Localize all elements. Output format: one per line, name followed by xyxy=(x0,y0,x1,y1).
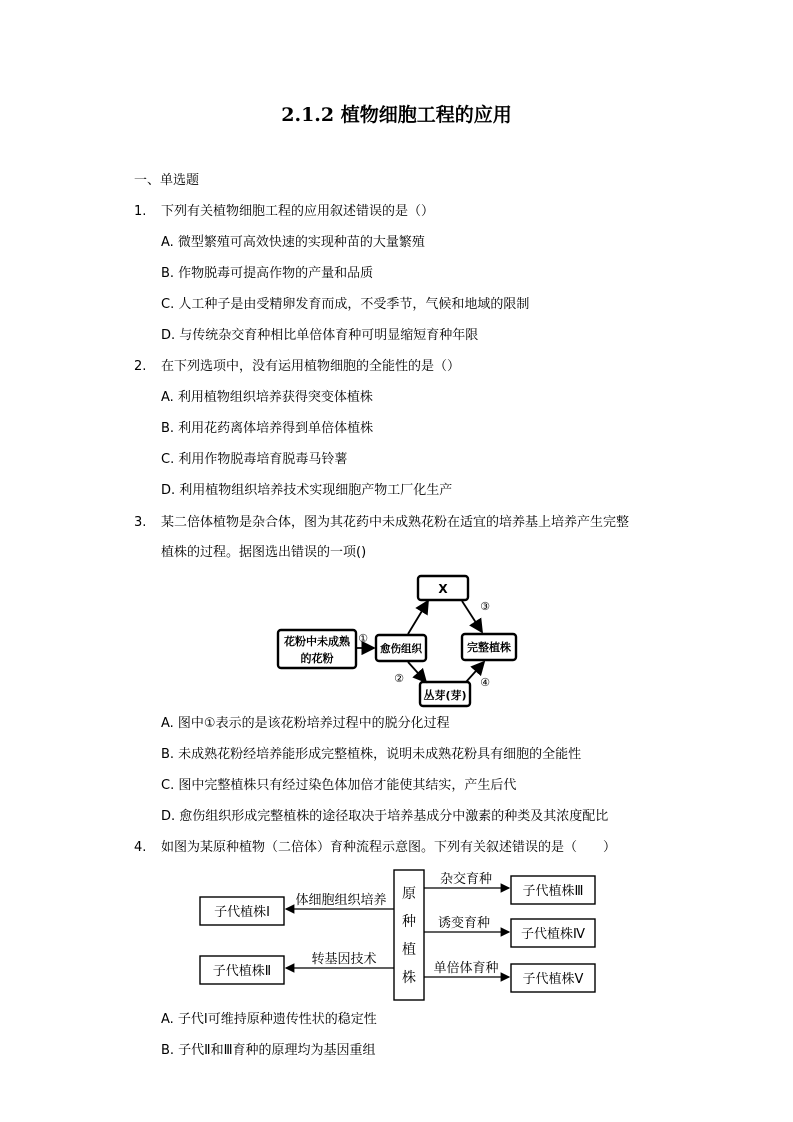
center-char: 植 xyxy=(402,942,416,958)
bud-label: 丛芽(芽) xyxy=(423,689,467,702)
plant-label: 完整植株 xyxy=(467,641,511,654)
offspring-5-label: 子代植株Ⅴ xyxy=(522,972,584,987)
option: B. 子代Ⅱ和Ⅲ育种的原理均为基因重组 xyxy=(161,1043,376,1058)
callus-label: 愈伤组织 xyxy=(380,643,422,655)
option: D. 与传统杂交育种相比单倍体育种可明显缩短育种年限 xyxy=(161,328,479,343)
page-title: 2.1.2 植物细胞工程的应用 xyxy=(281,104,512,126)
offspring-2-label: 子代植株Ⅱ xyxy=(212,964,272,979)
center-char: 原 xyxy=(402,886,416,902)
step-2-label: ② xyxy=(394,672,404,685)
question-number: 4. xyxy=(134,840,147,855)
arrow-2 xyxy=(408,662,426,682)
step-3-label: ③ xyxy=(480,600,490,613)
method-r1-label: 杂交育种 xyxy=(439,872,493,887)
question-stem: 在下列选项中，没有运用植物细胞的全能性的是（） xyxy=(161,359,461,374)
method-r3-label: 单倍体育种 xyxy=(433,961,499,976)
start-box-label: 花粉中未成熟 xyxy=(284,635,350,648)
method-r2-label: 诱变育种 xyxy=(437,916,491,931)
arrow-3 xyxy=(462,601,482,632)
option: B. 利用花药离体培养得到单倍体植株 xyxy=(161,421,374,436)
option: C. 利用作物脱毒培育脱毒马铃薯 xyxy=(161,452,348,467)
arrow-to-x xyxy=(408,601,428,634)
offspring-4-label: 子代植株Ⅳ xyxy=(521,927,585,942)
x-label: X xyxy=(438,582,448,596)
pollen-culture-diagram xyxy=(270,570,530,710)
section-heading: 一、单选题 xyxy=(134,173,200,188)
option: A. 利用植物组织培养获得突变体植株 xyxy=(161,390,373,405)
step-1-label: ① xyxy=(358,632,368,645)
option: A. 子代Ⅰ可维持原种遗传性状的稳定性 xyxy=(161,1012,377,1027)
question-stem: 下列有关植物细胞工程的应用叙述错误的是（） xyxy=(161,204,435,219)
option: C. 人工种子是由受精卵发育而成，不受季节，气候和地域的限制 xyxy=(161,297,530,312)
option: D. 愈伤组织形成完整植株的途径取决于培养基成分中激素的种类及其浓度配比 xyxy=(161,809,609,824)
option: B. 未成熟花粉经培养能形成完整植株，说明未成熟花粉具有细胞的全能性 xyxy=(161,747,582,762)
offspring-1-label: 子代植株Ⅰ xyxy=(214,905,270,920)
option: A. 图中①表示的是该花粉培养过程中的脱分化过程 xyxy=(161,716,450,731)
question-stem: 如图为某原种植物（二倍体）育种流程示意图。下列有关叙述错误的是（ ） xyxy=(161,840,617,855)
question-stem: 植株的过程。据图选出错误的一项() xyxy=(161,545,367,560)
question-stem: 某二倍体植物是杂合体，图为其花药中未成熟花粉在适宜的培养基上培养产生完整 xyxy=(161,515,630,530)
option: A. 微型繁殖可高效快速的实现种苗的大量繁殖 xyxy=(161,235,425,250)
start-box-label2: 的花粉 xyxy=(300,652,334,665)
question-number: 2. xyxy=(134,359,147,374)
method-l1-label: 体细胞组织培养 xyxy=(295,893,387,908)
method-l2-label: 转基因技术 xyxy=(311,952,377,967)
step-4-label: ④ xyxy=(480,676,490,689)
option: D. 利用植物组织培养技术实现细胞产物工厂化生产 xyxy=(161,483,453,498)
question-number: 1. xyxy=(134,204,147,219)
offspring-3-label: 子代植株Ⅲ xyxy=(522,884,584,899)
option: C. 图中完整植株只有经过染色体加倍才能使其结实，产生后代 xyxy=(161,778,517,793)
center-char: 种 xyxy=(402,914,416,930)
option: B. 作物脱毒可提高作物的产量和品质 xyxy=(161,266,374,281)
breeding-flow-diagram xyxy=(196,864,601,1004)
center-char: 株 xyxy=(402,970,416,986)
question-number: 3. xyxy=(134,515,147,530)
